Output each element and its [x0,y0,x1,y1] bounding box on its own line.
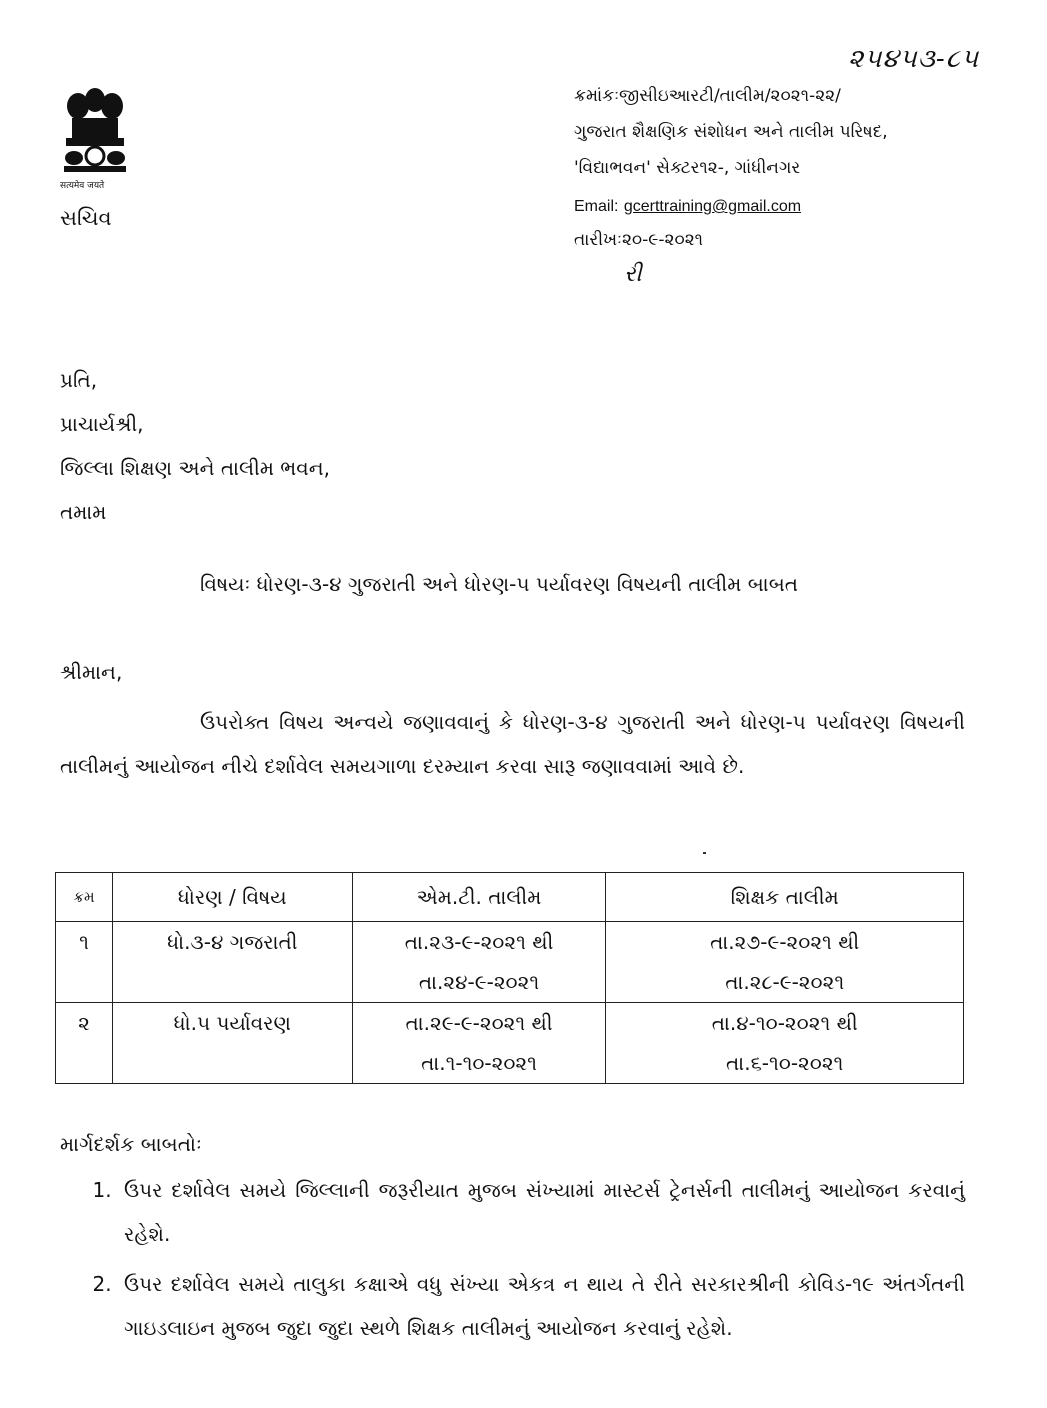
row-mt-dates: તા.૨૯-૯-૨૦૨૧ થી તા.૧-૧૦-૨૦૨૧ [352,1003,606,1084]
header-serial: ક્રમ [56,873,113,922]
letter-date: તારીખઃ૨૦-૯-૨૦૨૧ [574,230,704,250]
training-schedule-table [55,872,964,1084]
row-teacher-dates: તા.૨૭-૯-૨૦૨૧ થી તા.૨૮-૯-૨૦૨૧ [606,922,964,1003]
list-item: 1. ઉપર દર્શાવેલ સમયે જિલ્લાની જરૂરીયાત મુજબ સંખ્યામાં માસ્ટર્સ ટ્રેનર્સની તાલીમનું આયોજન કરવાનું રહેશે. [118,1168,965,1256]
email-label: Email: [574,198,619,215]
emblem-motto: सत्यमेव जयते [60,181,105,191]
email-line [574,196,801,216]
recipient-title: પ્રાચાર્યશ્રી, [60,412,144,436]
body-paragraph: ઉપરોક્ત વિષય અન્વયે જણાવવાનું કે ધોરણ-૩-૪ ગુજરાતી અને ધોરણ-૫ પર્યાવરણ વિષયની તાલીમનું આયોજન નીચે દર્શાવેલ સમયગાળા દરમ્યાન કરવા સારૂ જણાવવામાં આવે છે. [60,710,965,778]
recipient-scope: તમામ [60,500,107,524]
scan-speck [703,852,706,854]
row-subject: ધો.૫ પર્યાવરણ [112,1003,352,1084]
organization-name: ગુજરાત શૈક્ષણિક સંશોધન અને તાલીમ પરિષદ, [574,122,888,142]
guidelines-title: માર્ગદર્શક બાબતોઃ [60,1132,202,1156]
email-link[interactable]: gcerttraining@gmail.com [623,198,802,215]
header-mt-training: એમ.ટી. તાલીમ [352,873,606,922]
table-header-row [56,873,964,922]
row-serial: ૨ [56,1003,113,1084]
subject-line: વિષયઃ ધોરણ-૩-૪ ગુજરાતી અને ધોરણ-૫ પર્યાવરણ વિષયની તાલીમ બાબત [200,572,799,596]
table-row [56,922,964,1003]
salutation: શ્રીમાન, [60,660,123,684]
header-standard-subject: ધોરણ / વિષય [112,873,352,922]
header-teacher-training: શિક્ષક તાલીમ [606,873,964,922]
recipient-to: પ્રતિ, [60,368,98,392]
ashoka-emblem-icon [56,82,134,174]
row-teacher-dates: તા.૪-૧૦-૨૦૨૧ થી તા.૬-૧૦-૨૦૨૧ [606,1003,964,1084]
designation: સચિવ [60,206,112,230]
organization-address: 'વિદ્યાભવન' સેક્ટર૧૨-, ગાંધીનગર [574,158,801,178]
row-subject: ધો.૩-૪ ગજરાતી [112,922,352,1003]
handwritten-inward-number: ૨૫૪૫૩-૮૫ [848,44,980,74]
list-item: 2. ઉપર દર્શાવેલ સમયે તાલુકા કક્ષાએ વધુ સંખ્યા એકત્ર ન થાય તે રીતે સરકારશ્રીની કોવિડ-૧૯ અંતર્ગતની ગાઇડલાઇન મુજબ જુદા જુદા સ્થળે શિક્ષક તાલીમનું આયોજન કરવાનું રહેશે. [118,1262,965,1350]
guidelines-list [60,1168,965,1356]
reference-number: ક્રમાંકઃજીસીઇઆરટી/તાલીમ/૨૦૨૧-૨૨/ [574,86,841,106]
row-mt-dates: તા.૨૩-૯-૨૦૨૧ થી તા.૨૪-૯-૨૦૨૧ [352,922,606,1003]
recipient-institution: જિલ્લા શિક્ષણ અને તાલીમ ભવન, [60,456,331,480]
row-serial: ૧ [56,922,113,1003]
table-row [56,1003,964,1084]
handwritten-initials: રી [624,262,642,287]
